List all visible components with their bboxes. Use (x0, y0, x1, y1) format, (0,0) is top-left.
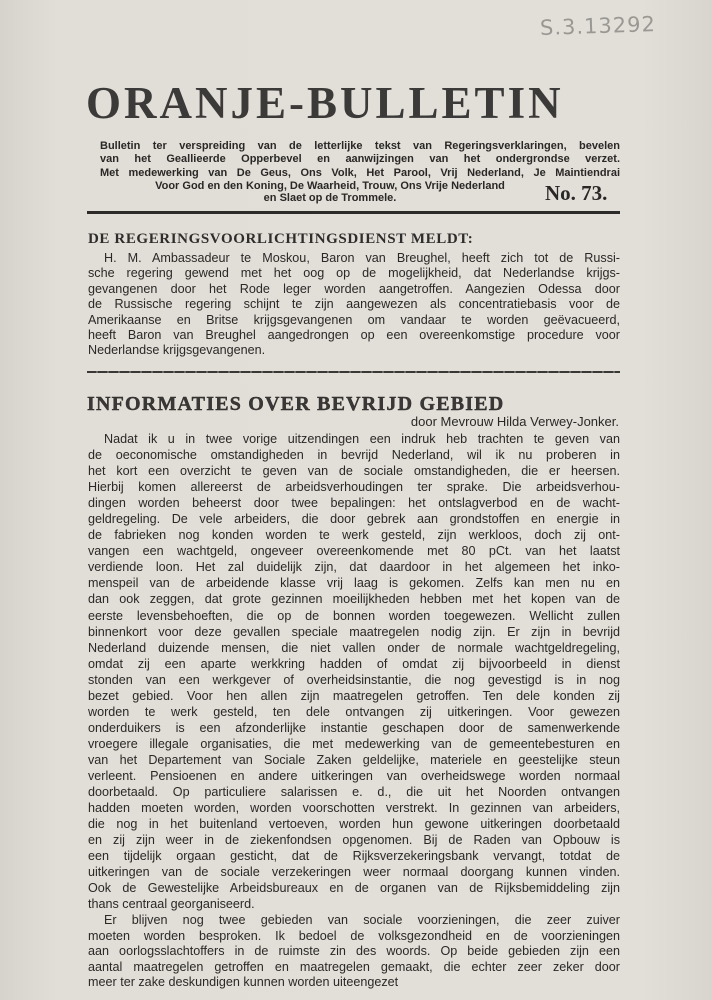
text-line: doorbetaald. Op particuliere salarissen e. d., die uit het Noorden ontvangen (88, 785, 620, 800)
text-line: aantal maatregelen getroffen en maatregelen gemaakt, die echter zeer zeker door (88, 959, 620, 974)
text-line: en zij zijn weer in de ziekenfondsen opgenomen. Bij de Raden van Opbouw is (88, 833, 620, 848)
text-line: de oeconomische omstandigheden in bevrijd Nederland, wil ik nu proberen in (88, 448, 620, 463)
text-line: dan ook zeggen, dat grote gezinnen moeilijkheden hebben met het kopen van de (88, 592, 620, 607)
text-line: meer ter zake deskundigen kunnen worden uiteengezet (88, 975, 399, 990)
text-line: sche regering gewend met het oog op de mogelijkheid, dat Nederlandse krijgs- (88, 266, 620, 281)
text-line: die nog in het buitenland vertoeven, worden hun gewone uitkeringen doorbetaald (88, 817, 620, 832)
subtitle-line: van het Geallieerde Opperbevel en aanwijzingen van het ondergrondse verzet. (100, 152, 620, 165)
text-line: omdat zij een aparte werkkring hadden of omdat zij bijvoorbeeld in dienst (88, 656, 620, 671)
subtitle-line: en Slaet op de Trommele. (263, 192, 397, 204)
text-line: uitkeringen van de sociale verzekeringen weer normaal doorgang kunnen vinden. (88, 865, 620, 880)
section-divider (87, 371, 620, 373)
text-line: moeten worden besproken. Ik bedoel de volksgezondheid en de voorzieningen (88, 928, 620, 943)
text-line: Nederland duizende mensen, die niet vallen onder de normale wachtgeldregeling, (88, 640, 620, 655)
text-line: Nadat ik u in twee vorige uitzendingen een indruk heb trachten te geven van (104, 432, 620, 446)
text-line: verdiende loon. Het zal duidelijk zijn, dat daardoor in het algemeen het inko- (88, 560, 620, 575)
text-line: van het Departement van Sociale Zaken geldelijke, materiele en geestelijke steun (88, 752, 620, 767)
text-line: thans centraal georganiseerd. (88, 897, 255, 912)
text-line: aan oorlogsslachtoffers in de ruimste zin des woords. Op beide gebieden zijn een (88, 944, 620, 959)
subtitle-line: Bulletin ter verspreiding van de letterlijke tekst van Regeringsverklaringen, bevelen (100, 140, 620, 152)
text-line: gevangenen door het Rode leger worden aangetroffen. Aangezien Odessa door (88, 281, 620, 296)
text-line: hadden moeten worden, worden voorschotten verstrekt. In gezinnen van arbeiders, (88, 801, 620, 816)
issue-number: No. 73. (545, 181, 608, 205)
text-line: binnenkort voor deze gevallen speciale maatregelen nodig zijn. Er zijn in bevrijd (88, 624, 620, 639)
text-line: stonden van een werkgever of overheidsinstantie, die nog gevestigd is in nog (88, 672, 620, 687)
text-line: bezet gebied. Voor hen allen zijn maatregelen getroffen. Ten dele konden zij (88, 688, 620, 703)
text-line: Er blijven nog twee gebieden van sociale voorzieningen, die zeer zuiver (104, 913, 620, 927)
byline: door Mevrouw Hilda Verwey-Jonker. (410, 414, 619, 429)
text-line: eerste levensbehoeften, die op de bonnen worden toegewezen. Wellicht zullen (88, 608, 620, 623)
text-line: H. M. Ambassadeur te Moskou, Baron van Breughel, heeft zich tot de Russi- (104, 251, 620, 265)
subtitle-line: Voor God en den Koning, De Waarheid, Trouw, Ons Vrije Nederland (155, 179, 505, 192)
text-line: Amerikaanse en Britse krijgsgevangenen om vandaar te worden geëvacueerd, (88, 312, 620, 327)
article-paragraph-2 (88, 913, 620, 991)
text-line: verleent. Pensioenen en andere uitkeringen van overheidswege worden normaal (88, 768, 620, 783)
text-line: menspeil van de arbeidende klasse vrij laag is gekomen. Zelfs kan men nu en (88, 576, 620, 591)
text-line: de fabrieken nog konden worden te werk gesteld, zijn werkloos, doch zij ont- (88, 528, 620, 543)
text-line: Hierbij komen allereerst de arbeidsverhoudingen ter sprake. Die arbeidsverhou- (88, 480, 620, 495)
masthead-divider (87, 211, 620, 214)
text-line: Nederlandse krijgsgevangenen. (88, 343, 266, 358)
text-line: heeft Baron van Breughel aangedrongen op een overeenkomstige procedure voor (88, 328, 620, 343)
text-line: het kort een overzicht te geven van de sociale omstandigheden, die er heersen. (88, 464, 620, 479)
masthead-title: ORANJE-BULLETIN (86, 78, 564, 128)
article-paragraph-1 (88, 431, 620, 912)
text-line: worden te werk gesteld, ten dele ontvangen zij uitkeringen. Voor gewezen (88, 704, 620, 719)
section-heading-rvd: DE REGERINGSVOORLICHTINGSDIENST MELDT: (88, 231, 474, 247)
section-rvd-body (88, 251, 620, 359)
masthead-subtitle (100, 140, 620, 205)
subtitle-line: Met medewerking van De Geus, Ons Volk, Het Parool, Vrij Nederland, Je Maintiendrai (100, 167, 620, 179)
text-line: vroegere illegale organisaties, die met medewerking van de gemeentebesturen en (88, 736, 620, 751)
text-line: Ook de Gewestelijke Arbeidsbureaux en de organen van de Rijksbemiddeling zijn (88, 881, 620, 896)
text-line: onderduikers is een afzonderlijke instantie geschapen door de samenwerkende (88, 720, 620, 735)
text-line: de Russische regering schijnt te zijn aangewezen als concentratiebasis voor de (88, 297, 620, 312)
text-line: dingen worden beheerst door twee bepalingen: het ontslagverbod en de wacht- (88, 496, 620, 511)
archive-number-handwritten: S.3.13292 (539, 11, 657, 41)
text-line: vangen een wachtgeld, ongeveer overeenkomende met 80 pCt. van het laatst (88, 544, 620, 559)
text-line: geldregeling. De vele arbeiders, die door gebrek aan grondstoffen en energie in (88, 512, 620, 527)
section-heading-informaties: INFORMATIES OVER BEVRIJD GEBIED (87, 393, 505, 415)
text-line: een tijdelijk orgaan gesticht, dat de Rijksverzekeringsbank vervangt, totdat de (88, 849, 620, 864)
